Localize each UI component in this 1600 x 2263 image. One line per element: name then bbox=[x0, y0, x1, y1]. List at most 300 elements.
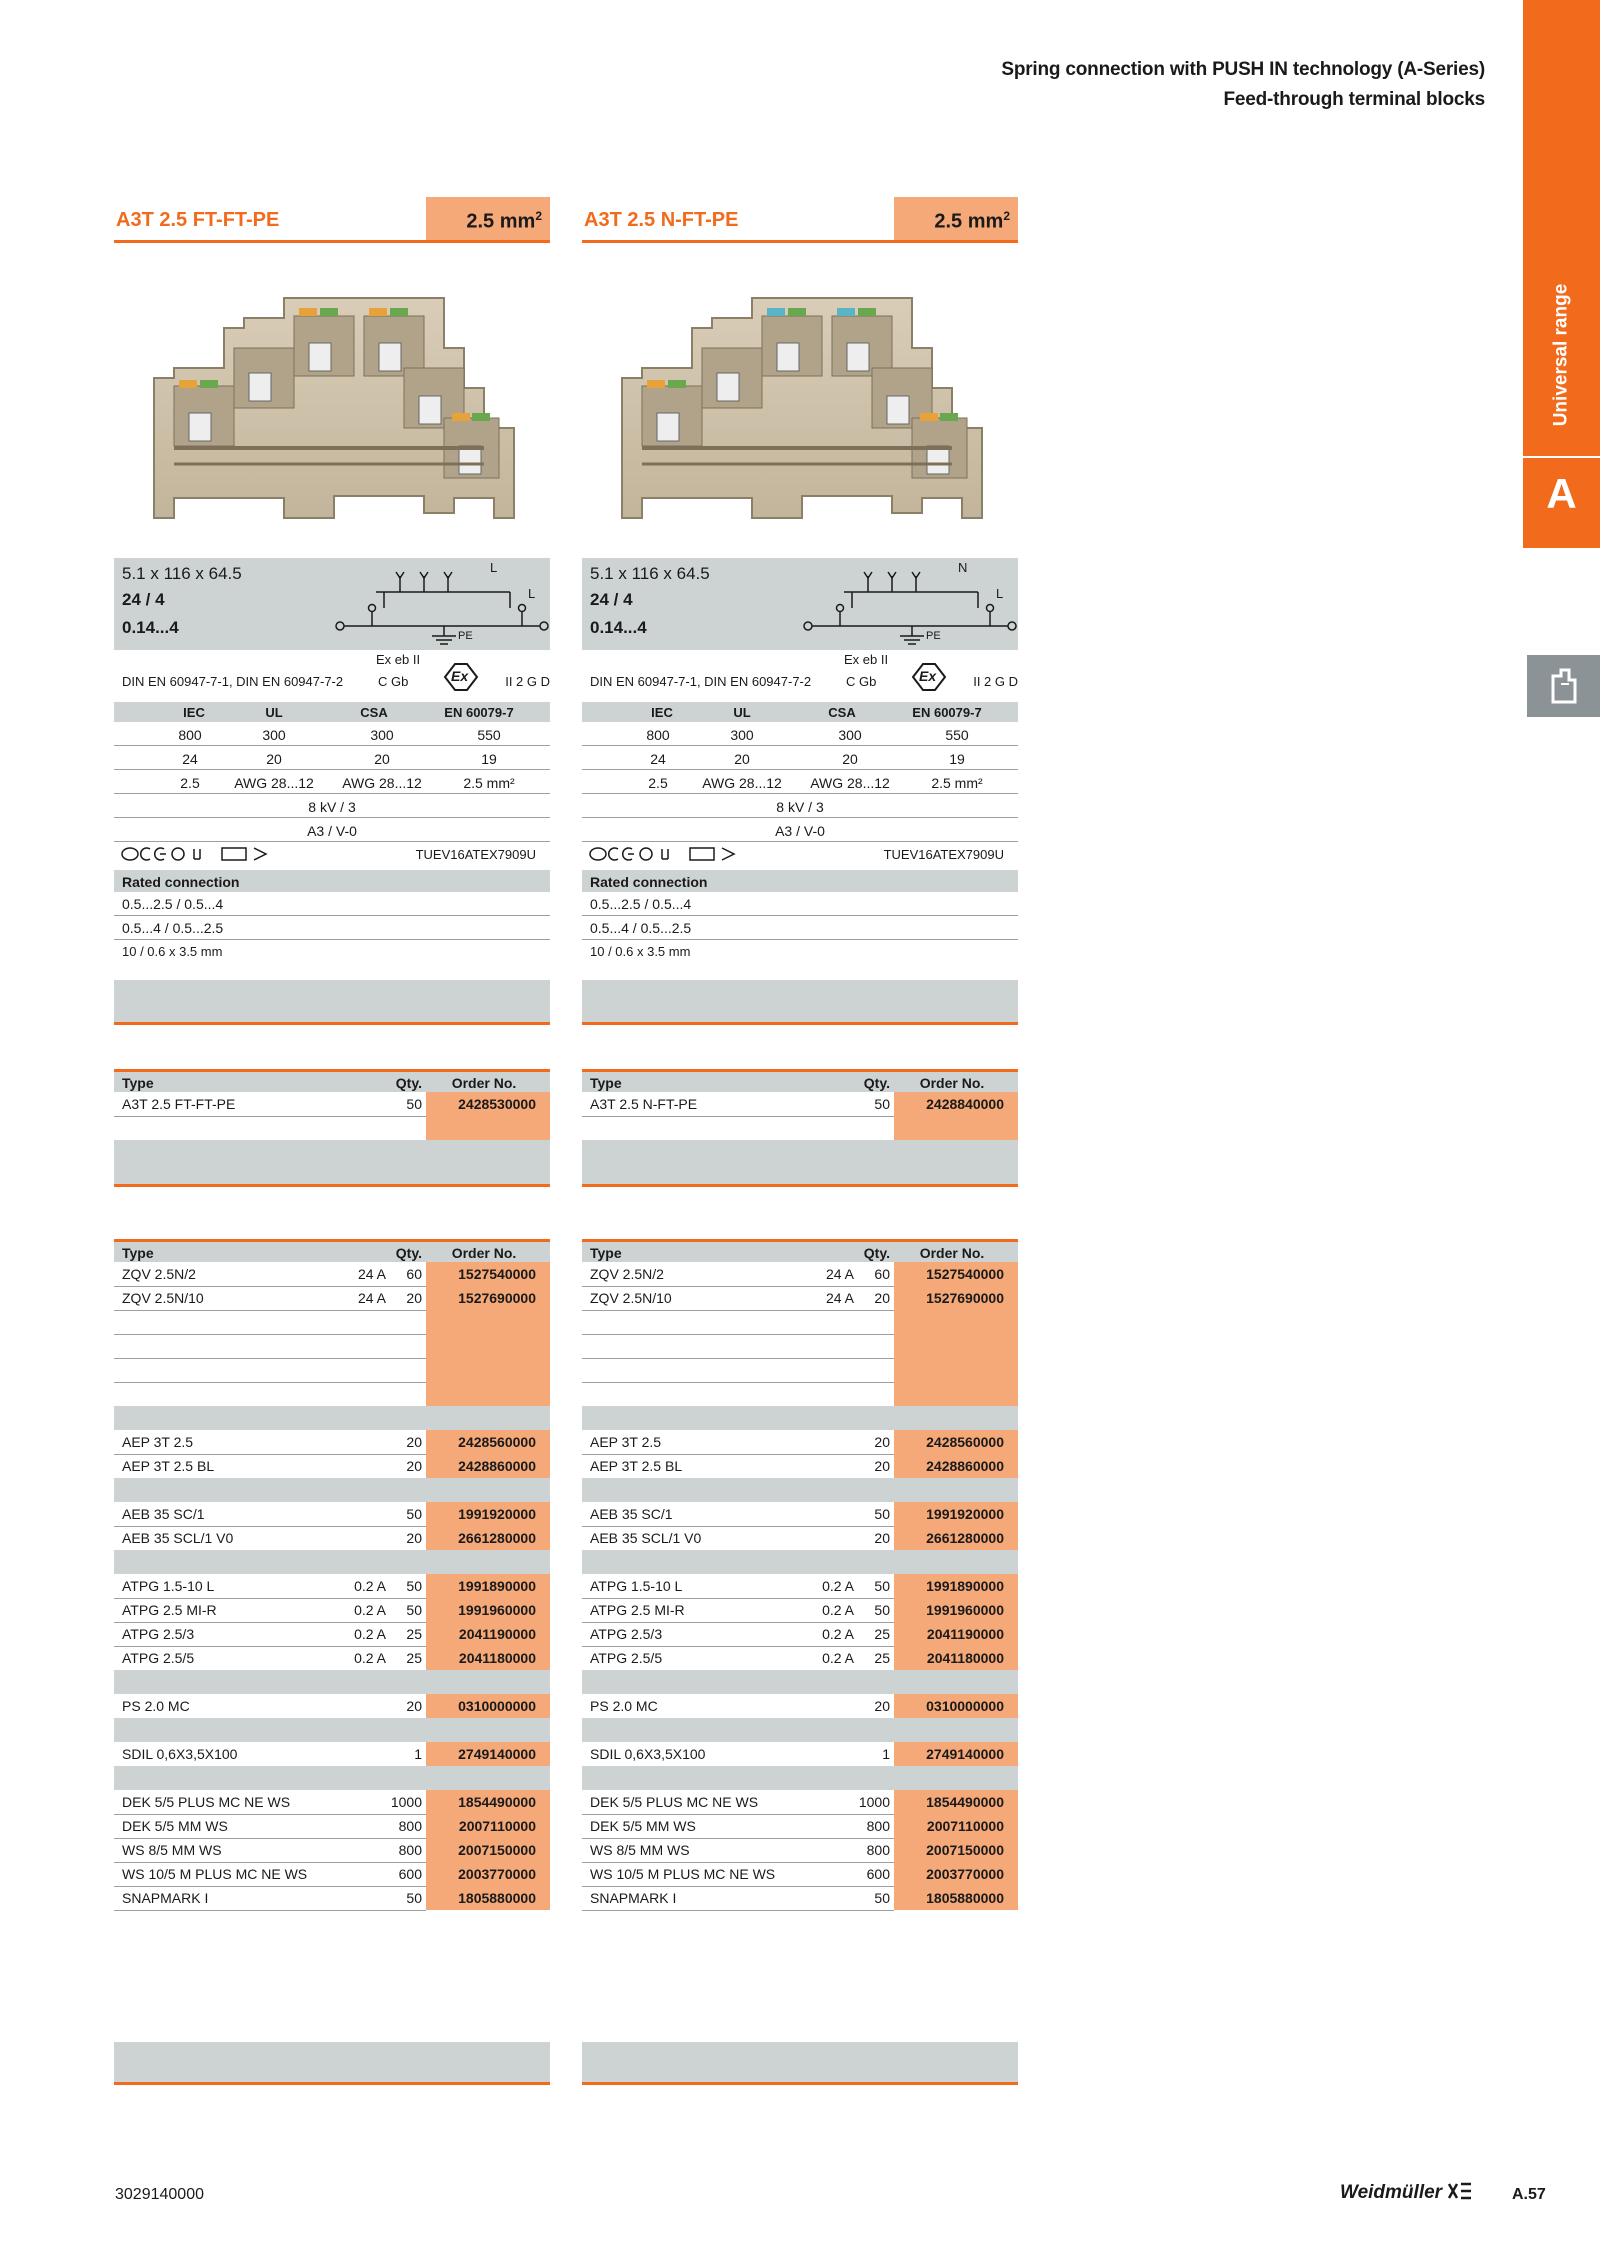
rated-connection-value: 10 / 0.6 x 3.5 mm bbox=[122, 944, 223, 959]
ex-icon bbox=[911, 662, 947, 695]
accessory-type: ZQV 2.5N/2 bbox=[590, 1266, 664, 1282]
accessory-row[interactable] bbox=[582, 1790, 1018, 1814]
accessory-order-number[interactable]: 1527690000 bbox=[426, 1286, 550, 1310]
approval-cell: 300 bbox=[262, 727, 286, 743]
impulse-row bbox=[114, 794, 550, 818]
accessory-type: ATPG 2.5/3 bbox=[122, 1626, 195, 1642]
accessory-row[interactable] bbox=[114, 1502, 550, 1526]
section-rule bbox=[582, 1184, 1018, 1187]
accessory-qty: 20 bbox=[874, 1434, 890, 1450]
order-cell-empty bbox=[426, 1382, 550, 1406]
approvals-header bbox=[114, 702, 550, 722]
terminal-block-icon[interactable] bbox=[1527, 655, 1600, 717]
accessory-qty: 50 bbox=[874, 1578, 890, 1594]
product-title-bar bbox=[582, 197, 1018, 243]
accessory-qty: 50 bbox=[406, 1602, 422, 1618]
accessory-current: 24 A bbox=[357, 1290, 386, 1306]
accessory-order-number[interactable]: 2428860000 bbox=[426, 1454, 550, 1478]
accessory-order-number[interactable]: 2749140000 bbox=[426, 1742, 550, 1766]
approval-cell: AWG 28...12 bbox=[702, 775, 782, 791]
approval-header-cell: IEC bbox=[183, 705, 205, 720]
brand-name: Weidmüller bbox=[1340, 2182, 1443, 2203]
accessory-type: SNAPMARK I bbox=[590, 1890, 677, 1906]
accessory-type: SDIL 0,6X3,5X100 bbox=[122, 1746, 238, 1762]
column-qty: Qty. bbox=[863, 1245, 890, 1261]
accessory-order-number[interactable]: 2007150000 bbox=[894, 1838, 1018, 1862]
approval-cell: 300 bbox=[730, 727, 754, 743]
accessories-table-header bbox=[114, 1242, 550, 1262]
accessory-order-number[interactable]: 2428560000 bbox=[894, 1430, 1018, 1454]
accessory-order-number[interactable]: 0310000000 bbox=[894, 1694, 1018, 1718]
accessory-current: 0.2 A bbox=[354, 1602, 386, 1618]
accessory-order-number[interactable]: 2041180000 bbox=[426, 1646, 550, 1670]
accessory-order-number[interactable]: 2041190000 bbox=[426, 1622, 550, 1646]
cross-section: 0.14...4 bbox=[590, 618, 647, 637]
row-divider bbox=[114, 1910, 426, 1911]
row-divider bbox=[582, 1910, 894, 1911]
accessory-qty: 25 bbox=[874, 1650, 890, 1666]
accessory-order-number[interactable]: 1991920000 bbox=[894, 1502, 1018, 1526]
accessory-order-number[interactable]: 2003770000 bbox=[894, 1862, 1018, 1886]
accessory-type: AEP 3T 2.5 BL bbox=[122, 1458, 215, 1474]
terminal-block-image bbox=[134, 268, 534, 538]
product-title: A3T 2.5 FT-FT-PE bbox=[116, 209, 280, 231]
order-row[interactable] bbox=[114, 1092, 550, 1116]
diagram-label-top: L bbox=[490, 560, 498, 575]
accessory-type: AEB 35 SC/1 bbox=[590, 1506, 673, 1522]
flammability-class: A3 / V-0 bbox=[775, 823, 825, 839]
order-number[interactable]: 2428530000 bbox=[426, 1092, 550, 1116]
info-panel bbox=[582, 1140, 1018, 1184]
order-number[interactable]: 2428840000 bbox=[894, 1092, 1018, 1116]
accessory-type: ZQV 2.5N/10 bbox=[122, 1290, 204, 1306]
ex-icon-text: Ex bbox=[451, 668, 469, 684]
accessory-type: AEB 35 SCL/1 V0 bbox=[122, 1530, 234, 1546]
accessory-row[interactable] bbox=[114, 1862, 550, 1886]
accessory-qty: 800 bbox=[398, 1818, 422, 1834]
impulse-voltage: 8 kV / 3 bbox=[308, 799, 356, 815]
accessory-type: ATPG 2.5/5 bbox=[122, 1650, 195, 1666]
accessory-type: PS 2.0 MC bbox=[122, 1698, 190, 1714]
accessory-type: ZQV 2.5N/10 bbox=[590, 1290, 672, 1306]
accessory-order-number[interactable]: 1527540000 bbox=[426, 1262, 550, 1286]
accessory-type: ATPG 2.5/3 bbox=[590, 1626, 663, 1642]
accessory-row-empty bbox=[114, 1358, 550, 1382]
group-separator bbox=[114, 1406, 550, 1430]
accessory-qty: 20 bbox=[874, 1290, 890, 1306]
accessory-type: AEB 35 SCL/1 V0 bbox=[590, 1530, 702, 1546]
accessory-row[interactable] bbox=[114, 1646, 550, 1670]
order-cell-empty bbox=[894, 1382, 1018, 1406]
accessory-current: 0.2 A bbox=[822, 1626, 854, 1642]
accessory-order-number[interactable]: 2041180000 bbox=[894, 1646, 1018, 1670]
row-divider bbox=[582, 939, 1018, 940]
accessory-row-empty bbox=[582, 1358, 1018, 1382]
column-type: Type bbox=[590, 1245, 622, 1261]
accessory-order-number[interactable]: 2749140000 bbox=[894, 1742, 1018, 1766]
rated-connection-header: Rated connection bbox=[114, 870, 550, 892]
approval-cell: AWG 28...12 bbox=[810, 775, 890, 791]
approval-header-cell: EN 60079-7 bbox=[444, 705, 514, 720]
approval-header-cell: EN 60079-7 bbox=[912, 705, 982, 720]
accessory-row[interactable] bbox=[582, 1454, 1018, 1478]
approval-cell: 20 bbox=[374, 751, 390, 767]
info-panel bbox=[114, 1140, 550, 1184]
accessory-qty: 20 bbox=[406, 1434, 422, 1450]
tab-divider bbox=[1523, 456, 1600, 458]
accessory-row[interactable] bbox=[582, 1646, 1018, 1670]
accessory-order-number[interactable]: 1991890000 bbox=[894, 1574, 1018, 1598]
approval-cell: 2.5 bbox=[180, 775, 200, 791]
order-table-header bbox=[582, 1072, 1018, 1092]
approval-cell: 19 bbox=[949, 751, 965, 767]
accessory-row[interactable] bbox=[582, 1838, 1018, 1862]
group-separator bbox=[582, 1550, 1018, 1574]
accessory-row[interactable] bbox=[582, 1262, 1018, 1286]
accessory-current: 0.2 A bbox=[822, 1602, 854, 1618]
approval-cell: 2.5 bbox=[648, 775, 668, 791]
ex-marking: Ex eb II bbox=[376, 652, 421, 667]
product-type: A3T 2.5 N-FT-PE bbox=[590, 1096, 698, 1112]
accessory-qty: 60 bbox=[874, 1266, 890, 1282]
accessory-order-number[interactable]: 1805880000 bbox=[894, 1886, 1018, 1910]
accessory-type: DEK 5/5 MM WS bbox=[590, 1818, 696, 1834]
title-underline bbox=[114, 240, 426, 243]
header-line2: Feed-through terminal blocks bbox=[1223, 89, 1485, 110]
certification-row bbox=[114, 842, 550, 866]
accessory-current: 0.2 A bbox=[822, 1650, 854, 1666]
group-separator bbox=[114, 1550, 550, 1574]
accessory-row[interactable] bbox=[582, 1814, 1018, 1838]
order-table-header bbox=[114, 1072, 550, 1092]
column-order-no: Order No. bbox=[919, 1075, 985, 1091]
accessory-row[interactable] bbox=[582, 1694, 1018, 1718]
order-cell-empty bbox=[426, 1116, 550, 1140]
rated-connection-header: Rated connection bbox=[582, 870, 1018, 892]
accessory-order-number[interactable]: 2007110000 bbox=[426, 1814, 550, 1838]
accessory-row[interactable] bbox=[114, 1814, 550, 1838]
row-divider bbox=[114, 939, 550, 940]
accessory-row[interactable] bbox=[582, 1502, 1018, 1526]
accessory-row[interactable] bbox=[114, 1574, 550, 1598]
column-type: Type bbox=[122, 1245, 154, 1261]
section-tab-letter: A bbox=[1546, 470, 1577, 517]
row-divider bbox=[114, 915, 550, 916]
circuit-diagram bbox=[782, 558, 1018, 650]
approval-header-cell: CSA bbox=[828, 705, 856, 720]
accessory-row[interactable] bbox=[582, 1886, 1018, 1910]
flammability-row bbox=[582, 818, 1018, 842]
section-rule bbox=[114, 1184, 550, 1187]
product-title-bar bbox=[114, 197, 550, 243]
order-cell-empty bbox=[894, 1116, 1018, 1140]
accessory-row[interactable] bbox=[114, 1262, 550, 1286]
accessory-row[interactable] bbox=[582, 1742, 1018, 1766]
approval-cell: 20 bbox=[266, 751, 282, 767]
accessory-type: WS 10/5 M PLUS MC NE WS bbox=[590, 1866, 776, 1882]
accessory-current: 24 A bbox=[825, 1290, 854, 1306]
rated-connection-value: 0.5...2.5 / 0.5...4 bbox=[122, 896, 224, 912]
accessory-row[interactable] bbox=[114, 1838, 550, 1862]
approval-row bbox=[582, 770, 1018, 794]
accessory-row[interactable] bbox=[114, 1742, 550, 1766]
column-order-no: Order No. bbox=[451, 1245, 517, 1261]
accessory-order-number[interactable]: 2661280000 bbox=[426, 1526, 550, 1550]
diagram-label-mid: L bbox=[996, 586, 1004, 601]
order-cell-empty bbox=[426, 1358, 550, 1382]
gas-group: C Gb bbox=[846, 674, 877, 689]
accessory-type: ATPG 1.5-10 L bbox=[590, 1578, 683, 1594]
accessory-row-empty bbox=[582, 1310, 1018, 1334]
accessories-table-header bbox=[582, 1242, 1018, 1262]
section-tab-text: Universal range bbox=[1550, 283, 1572, 427]
page-header bbox=[1001, 55, 1485, 115]
approval-header-cell: IEC bbox=[651, 705, 673, 720]
approval-cell: AWG 28...12 bbox=[234, 775, 314, 791]
accessory-type: WS 8/5 MM WS bbox=[590, 1842, 690, 1858]
diagram-label-top: N bbox=[958, 560, 968, 575]
approval-cell: 550 bbox=[945, 727, 969, 743]
certificate-number: TUEV16ATEX7909U bbox=[415, 847, 536, 862]
header-line1: Spring connection with PUSH IN technology (A-Series) bbox=[1001, 59, 1485, 80]
group-separator bbox=[114, 1670, 550, 1694]
accessory-type: ATPG 2.5 MI-R bbox=[590, 1602, 685, 1618]
din-standard: DIN EN 60947-7-1, DIN EN 60947-7-2 bbox=[590, 674, 812, 689]
brand-mark-icon bbox=[1447, 2182, 1473, 2200]
product-title: A3T 2.5 N-FT-PE bbox=[584, 209, 739, 231]
section-rule bbox=[582, 1022, 1018, 1025]
certificate-number: TUEV16ATEX7909U bbox=[883, 847, 1004, 862]
din-standard: DIN EN 60947-7-1, DIN EN 60947-7-2 bbox=[122, 674, 344, 689]
accessory-qty: 50 bbox=[406, 1578, 422, 1594]
impulse-voltage: 8 kV / 3 bbox=[776, 799, 824, 815]
section-rule bbox=[582, 2082, 1018, 2085]
accessory-qty: 20 bbox=[874, 1698, 890, 1714]
order-cell-empty bbox=[894, 1334, 1018, 1358]
terminal-block-image bbox=[602, 268, 1002, 538]
flammability-row bbox=[114, 818, 550, 842]
order-cell-empty bbox=[894, 1310, 1018, 1334]
accessory-type: SDIL 0,6X3,5X100 bbox=[590, 1746, 706, 1762]
accessory-row[interactable] bbox=[114, 1622, 550, 1646]
approval-cell: 19 bbox=[481, 751, 497, 767]
column-type: Type bbox=[590, 1075, 622, 1091]
accessory-order-number[interactable]: 2428560000 bbox=[426, 1430, 550, 1454]
accessory-qty: 25 bbox=[406, 1626, 422, 1642]
accessory-qty: 1 bbox=[882, 1746, 890, 1762]
accessory-order-number[interactable]: 1527690000 bbox=[894, 1286, 1018, 1310]
accessory-qty: 1000 bbox=[390, 1794, 422, 1810]
accessory-row[interactable] bbox=[582, 1598, 1018, 1622]
dimensions: 5.1 x 116 x 64.5 bbox=[590, 564, 710, 583]
certification-row bbox=[582, 842, 1018, 866]
accessory-row[interactable] bbox=[582, 1574, 1018, 1598]
rated-connection-value: 0.5...4 / 0.5...2.5 bbox=[122, 920, 224, 936]
accessory-row[interactable] bbox=[582, 1526, 1018, 1550]
group-separator bbox=[582, 1478, 1018, 1502]
accessory-row[interactable] bbox=[582, 1430, 1018, 1454]
order-row-empty bbox=[582, 1116, 1018, 1140]
approval-row bbox=[114, 770, 550, 794]
approval-row bbox=[114, 746, 550, 770]
rating: 24 / 4 bbox=[122, 590, 165, 609]
accessory-qty: 60 bbox=[406, 1266, 422, 1282]
accessory-qty: 600 bbox=[398, 1866, 422, 1882]
accessory-order-number[interactable]: 1854490000 bbox=[894, 1790, 1018, 1814]
column-qty: Qty. bbox=[395, 1245, 422, 1261]
ex-icon bbox=[443, 662, 479, 695]
accessory-qty: 50 bbox=[874, 1890, 890, 1906]
accessory-current: 0.2 A bbox=[354, 1578, 386, 1594]
approval-row bbox=[582, 722, 1018, 746]
approval-cell: 300 bbox=[838, 727, 862, 743]
flammability-class: A3 / V-0 bbox=[307, 823, 357, 839]
group-separator bbox=[114, 1718, 550, 1742]
approval-cell: 800 bbox=[178, 727, 202, 743]
accessory-type: ATPG 2.5 MI-R bbox=[122, 1602, 217, 1618]
accessory-row-empty bbox=[114, 1334, 550, 1358]
certification-icons bbox=[588, 846, 788, 862]
accessory-row-empty bbox=[582, 1334, 1018, 1358]
impulse-row bbox=[582, 794, 1018, 818]
accessory-type: AEP 3T 2.5 bbox=[590, 1434, 662, 1450]
accessory-type: ZQV 2.5N/2 bbox=[122, 1266, 196, 1282]
product-qty: 50 bbox=[406, 1096, 422, 1112]
accessory-qty: 1 bbox=[414, 1746, 422, 1762]
accessory-order-number[interactable]: 2007150000 bbox=[426, 1838, 550, 1862]
accessory-order-number[interactable]: 1991960000 bbox=[894, 1598, 1018, 1622]
accessory-qty: 20 bbox=[874, 1530, 890, 1546]
accessory-row[interactable] bbox=[114, 1886, 550, 1910]
diagram-label-pe: PE bbox=[926, 630, 941, 642]
gas-group: C Gb bbox=[378, 674, 409, 689]
accessory-order-number[interactable]: 1527540000 bbox=[894, 1262, 1018, 1286]
ex-icon-text: Ex bbox=[919, 668, 937, 684]
approval-row bbox=[114, 722, 550, 746]
accessory-order-number[interactable]: 2007110000 bbox=[894, 1814, 1018, 1838]
cross-section: 0.14...4 bbox=[122, 618, 179, 637]
order-row[interactable] bbox=[582, 1092, 1018, 1116]
accessory-qty: 800 bbox=[866, 1842, 890, 1858]
approvals-header bbox=[582, 702, 1018, 722]
accessory-row[interactable] bbox=[114, 1454, 550, 1478]
certification-icons bbox=[120, 846, 320, 862]
accessory-row[interactable] bbox=[114, 1286, 550, 1310]
accessory-order-number[interactable]: 2661280000 bbox=[894, 1526, 1018, 1550]
accessory-qty: 20 bbox=[406, 1698, 422, 1714]
accessory-type: AEB 35 SC/1 bbox=[122, 1506, 205, 1522]
approval-header-cell: CSA bbox=[360, 705, 388, 720]
accessory-row[interactable] bbox=[582, 1286, 1018, 1310]
info-panel bbox=[582, 980, 1018, 1022]
accessory-row[interactable] bbox=[114, 1598, 550, 1622]
accessory-row[interactable] bbox=[582, 1862, 1018, 1886]
accessory-order-number[interactable]: 1991920000 bbox=[426, 1502, 550, 1526]
accessory-order-number[interactable]: 2428860000 bbox=[894, 1454, 1018, 1478]
accessory-type: PS 2.0 MC bbox=[590, 1698, 658, 1714]
accessory-qty: 20 bbox=[406, 1530, 422, 1546]
spec-box bbox=[114, 558, 550, 650]
accessory-qty: 50 bbox=[406, 1890, 422, 1906]
accessory-current: 0.2 A bbox=[354, 1650, 386, 1666]
accessory-type: ATPG 2.5/5 bbox=[590, 1650, 663, 1666]
accessory-qty: 25 bbox=[874, 1626, 890, 1642]
wire-size-value: 2.5 mm bbox=[466, 210, 536, 233]
accessory-type: DEK 5/5 PLUS MC NE WS bbox=[122, 1794, 291, 1810]
accessory-order-number[interactable]: 1991890000 bbox=[426, 1574, 550, 1598]
accessory-order-number[interactable]: 0310000000 bbox=[426, 1694, 550, 1718]
accessory-qty: 800 bbox=[398, 1842, 422, 1858]
wire-size-unit-exponent: 2 bbox=[535, 209, 542, 223]
approval-cell: 20 bbox=[734, 751, 750, 767]
accessory-row-empty bbox=[114, 1310, 550, 1334]
accessory-order-number[interactable]: 1805880000 bbox=[426, 1886, 550, 1910]
accessory-type: DEK 5/5 MM WS bbox=[122, 1818, 228, 1834]
accessory-row[interactable] bbox=[114, 1526, 550, 1550]
approval-row bbox=[582, 746, 1018, 770]
accessory-row[interactable] bbox=[114, 1790, 550, 1814]
column-qty: Qty. bbox=[863, 1075, 890, 1091]
accessory-type: DEK 5/5 PLUS MC NE WS bbox=[590, 1794, 759, 1810]
approval-cell: 2.5 mm² bbox=[931, 775, 983, 791]
wire-size-unit-exponent: 2 bbox=[1003, 209, 1010, 223]
accessory-type: AEP 3T 2.5 bbox=[122, 1434, 194, 1450]
accessory-qty: 1000 bbox=[858, 1794, 890, 1810]
approval-header-cell: UL bbox=[265, 705, 283, 720]
circuit-diagram bbox=[314, 558, 550, 650]
approval-header-cell: UL bbox=[733, 705, 751, 720]
accessory-row[interactable] bbox=[114, 1430, 550, 1454]
accessory-qty: 50 bbox=[874, 1602, 890, 1618]
accessory-order-number[interactable]: 2041190000 bbox=[894, 1622, 1018, 1646]
dimensions: 5.1 x 116 x 64.5 bbox=[122, 564, 242, 583]
rating: 24 / 4 bbox=[590, 590, 633, 609]
accessory-type: AEP 3T 2.5 BL bbox=[590, 1458, 683, 1474]
accessory-type: WS 8/5 MM WS bbox=[122, 1842, 222, 1858]
accessory-row[interactable] bbox=[114, 1694, 550, 1718]
order-cell-empty bbox=[426, 1334, 550, 1358]
order-cell-empty bbox=[426, 1310, 550, 1334]
accessory-type: WS 10/5 M PLUS MC NE WS bbox=[122, 1866, 308, 1882]
group-separator bbox=[582, 1406, 1018, 1430]
diagram-label-pe: PE bbox=[458, 630, 473, 642]
accessory-qty: 800 bbox=[866, 1818, 890, 1834]
info-panel bbox=[582, 2042, 1018, 2082]
accessory-order-number[interactable]: 2003770000 bbox=[426, 1862, 550, 1886]
accessory-order-number[interactable]: 1991960000 bbox=[426, 1598, 550, 1622]
group-separator bbox=[114, 1478, 550, 1502]
column-qty: Qty. bbox=[395, 1075, 422, 1091]
accessory-order-number[interactable]: 1854490000 bbox=[426, 1790, 550, 1814]
accessory-row[interactable] bbox=[582, 1622, 1018, 1646]
section-rule bbox=[114, 2082, 550, 2085]
info-panel bbox=[114, 980, 550, 1022]
accessory-qty: 20 bbox=[874, 1458, 890, 1474]
accessory-current: 24 A bbox=[825, 1266, 854, 1282]
wire-size-value: 2.5 mm bbox=[934, 210, 1004, 233]
rated-connection-value: 10 / 0.6 x 3.5 mm bbox=[590, 944, 691, 959]
page-number: A.57 bbox=[1512, 2186, 1546, 2203]
section-tab-label bbox=[1523, 260, 1600, 450]
accessory-row-empty bbox=[114, 1382, 550, 1406]
accessory-type: SNAPMARK I bbox=[122, 1890, 209, 1906]
spec-box bbox=[582, 558, 1018, 650]
rated-connection-value: 0.5...2.5 / 0.5...4 bbox=[590, 896, 692, 912]
column-order-no: Order No. bbox=[451, 1075, 517, 1091]
column-type: Type bbox=[122, 1075, 154, 1091]
title-underline bbox=[582, 240, 894, 243]
accessory-current: 0.2 A bbox=[354, 1626, 386, 1642]
